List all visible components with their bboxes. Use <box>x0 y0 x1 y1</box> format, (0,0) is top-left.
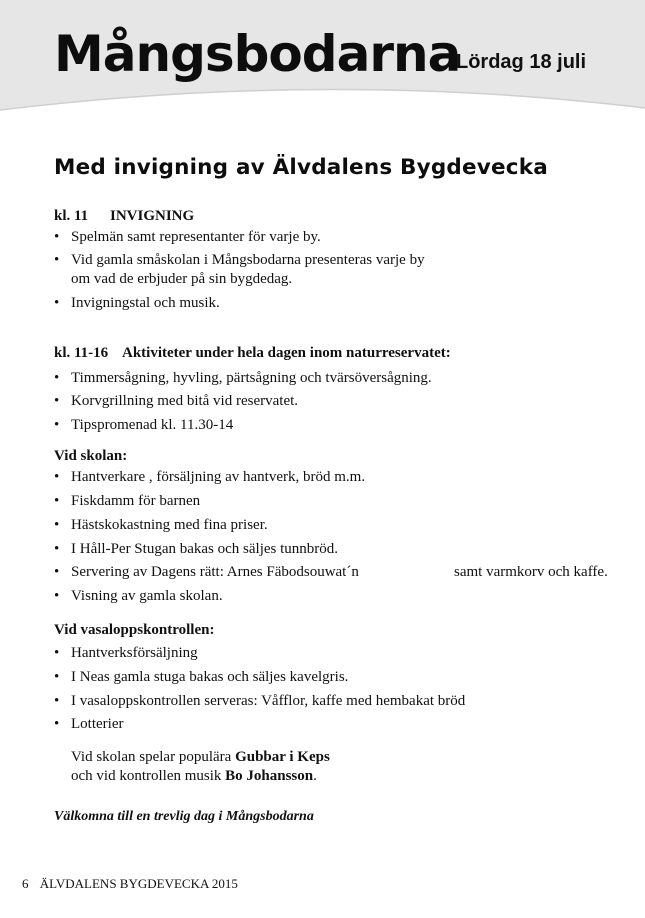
closing-line-2: och vid kontrollen musik Bo Johansson. <box>71 768 317 784</box>
bullet-icon: • <box>54 469 60 485</box>
section-activities-heading <box>54 343 451 363</box>
bullet-icon: • <box>54 645 60 661</box>
section-time: kl. 11 <box>54 208 89 224</box>
section-title: Vid skolan: <box>54 448 128 464</box>
page-title: Mångsbodarna <box>54 25 461 83</box>
main-heading: Med invigning av Älvdalens Bygdevecka <box>54 155 548 180</box>
section-title: INVIGNING <box>110 208 195 224</box>
bullet-icon: • <box>54 295 60 311</box>
event-date: Lördag 18 juli <box>456 51 587 73</box>
publication-name: ÄLVDALENS BYGDEVECKA 2015 <box>39 876 238 891</box>
bullet-icon: • <box>54 252 60 268</box>
musician-name: Bo Johansson <box>225 768 314 784</box>
band-name: Gubbar i Keps <box>235 749 330 765</box>
bullet-icon: • <box>54 669 60 685</box>
page-footer <box>22 875 238 893</box>
bullet-icon: • <box>54 393 60 409</box>
bullet-icon: • <box>54 517 60 533</box>
section-title: Aktiviteter under hela dagen inom naturreservatet: <box>122 345 451 361</box>
bullet-icon: • <box>54 693 60 709</box>
bullet-icon: • <box>54 716 60 732</box>
section-checkpoint-heading <box>54 620 214 640</box>
welcome-message: Välkomna till en trevlig dag i Mångsbodarna <box>54 809 314 824</box>
bullet-icon: • <box>54 229 60 245</box>
section-inauguration-heading <box>54 206 194 226</box>
section-school-heading <box>54 446 127 466</box>
bullet-icon: • <box>54 588 60 604</box>
bullet-icon: • <box>54 541 60 557</box>
section-title: Vid vasaloppskontrollen: <box>54 622 215 638</box>
closing-line-1: Vid skolan spelar populära Gubbar i Keps <box>71 749 330 765</box>
section-time: kl. 11-16 <box>54 345 109 361</box>
bullet-icon: • <box>54 370 60 386</box>
page-number: 6 <box>22 876 29 891</box>
bullet-icon: • <box>54 417 60 433</box>
bullet-icon: • <box>54 564 60 580</box>
bullet-icon: • <box>54 493 60 509</box>
